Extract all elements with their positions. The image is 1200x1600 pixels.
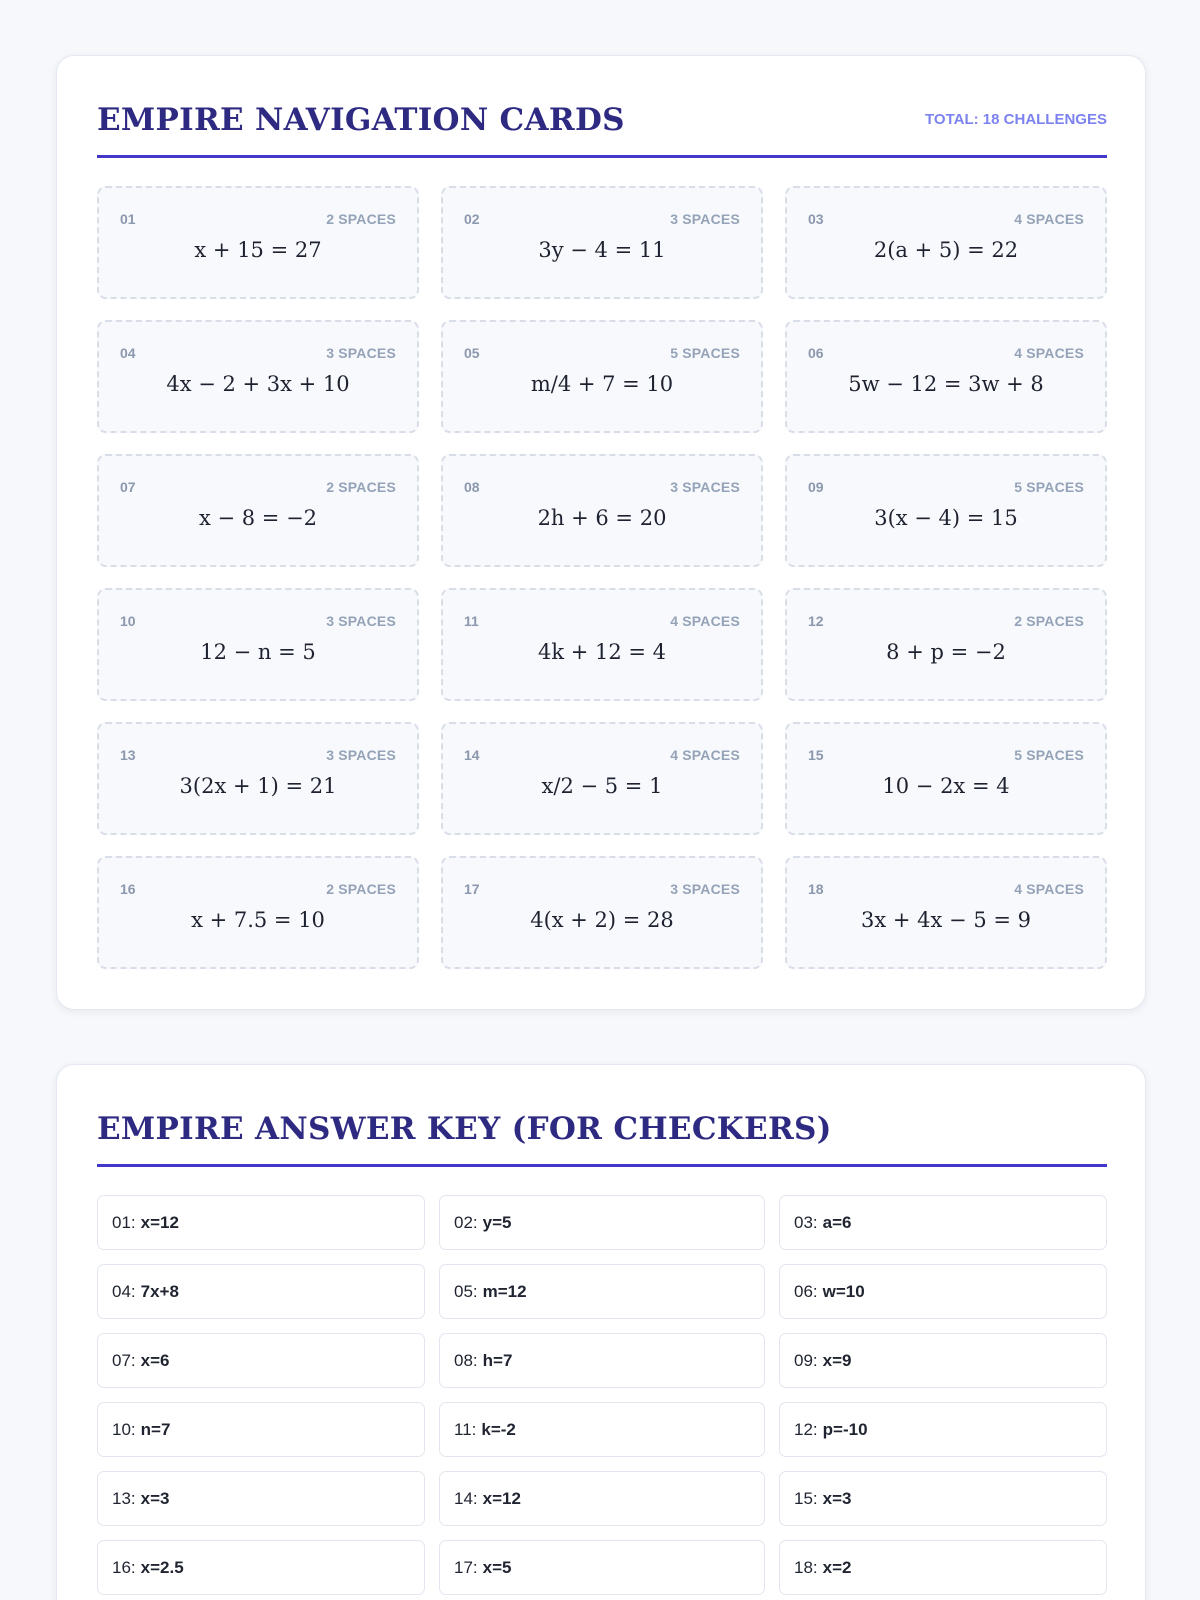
answer-key-item xyxy=(779,1195,1107,1250)
answer-key-item xyxy=(97,1471,425,1526)
card-equation: 2h + 6 = 20 xyxy=(537,506,667,530)
card-spaces: 4 SPACES xyxy=(670,747,740,763)
card-equation: 4(x + 2) = 28 xyxy=(530,908,674,932)
card-equation: x/2 − 5 = 1 xyxy=(541,774,663,798)
card-spaces: 5 SPACES xyxy=(670,345,740,361)
card-equation: x + 7.5 = 10 xyxy=(191,908,325,932)
card-number: 02 xyxy=(464,211,480,227)
challenge-card xyxy=(441,722,763,835)
answer-key-grid xyxy=(97,1195,1107,1595)
card-equation: 3(x − 4) = 15 xyxy=(874,506,1018,530)
answer-key-item xyxy=(779,1540,1107,1595)
card-equation: x + 15 = 27 xyxy=(194,238,322,262)
card-spaces: 3 SPACES xyxy=(326,345,396,361)
answer-key-number: 07: xyxy=(112,1350,136,1370)
challenge-card xyxy=(785,856,1107,969)
answer-key-value: x=12 xyxy=(140,1212,179,1232)
challenge-card xyxy=(785,320,1107,433)
card-equation: 2(a + 5) = 22 xyxy=(873,238,1019,262)
card-spaces: 2 SPACES xyxy=(326,881,396,897)
card-number: 10 xyxy=(120,613,136,629)
card-spaces: 4 SPACES xyxy=(670,613,740,629)
answer-key-panel xyxy=(56,1064,1146,1600)
answer-key-value: a=6 xyxy=(822,1212,852,1232)
answer-key-number: 17: xyxy=(454,1557,478,1577)
card-number: 13 xyxy=(120,747,136,763)
challenge-card xyxy=(97,856,419,969)
challenge-card xyxy=(785,186,1107,299)
answer-key-number: 06: xyxy=(794,1281,818,1301)
card-spaces: 2 SPACES xyxy=(326,211,396,227)
total-challenges-label: TOTAL: 18 CHALLENGES xyxy=(925,111,1107,128)
answer-key-item xyxy=(439,1402,765,1457)
answer-key-value: x=9 xyxy=(822,1350,852,1370)
card-equation: 3x + 4x − 5 = 9 xyxy=(861,908,1031,932)
challenge-card xyxy=(97,588,419,701)
answer-key-item xyxy=(779,1264,1107,1319)
card-number: 16 xyxy=(120,881,136,897)
challenge-card xyxy=(441,588,763,701)
card-spaces: 4 SPACES xyxy=(1014,881,1084,897)
answer-key-value: m=12 xyxy=(482,1281,527,1301)
answer-key-number: 10: xyxy=(112,1419,136,1439)
answer-key-number: 15: xyxy=(794,1488,818,1508)
challenge-card xyxy=(785,722,1107,835)
card-spaces: 4 SPACES xyxy=(1014,345,1084,361)
answer-key-item xyxy=(97,1540,425,1595)
challenge-card xyxy=(785,588,1107,701)
card-spaces: 3 SPACES xyxy=(326,613,396,629)
answer-key-number: 14: xyxy=(454,1488,478,1508)
card-number: 11 xyxy=(464,613,479,629)
challenge-card xyxy=(97,454,419,567)
challenge-card xyxy=(785,454,1107,567)
answer-key-item xyxy=(779,1402,1107,1457)
challenge-card xyxy=(441,454,763,567)
answer-key-item xyxy=(97,1402,425,1457)
answer-key-value: k=-2 xyxy=(481,1419,516,1439)
answer-key-number: 04: xyxy=(112,1281,136,1301)
answer-key-number: 09: xyxy=(794,1350,818,1370)
card-number: 18 xyxy=(808,881,824,897)
navigation-cards-header xyxy=(97,100,1107,158)
card-spaces: 3 SPACES xyxy=(670,479,740,495)
answer-key-item xyxy=(439,1195,765,1250)
answer-key-header xyxy=(97,1109,1107,1167)
answer-key-number: 12: xyxy=(794,1419,818,1439)
card-spaces: 5 SPACES xyxy=(1014,747,1084,763)
card-equation: 5w − 12 = 3w + 8 xyxy=(848,372,1044,396)
answer-key-item xyxy=(439,1333,765,1388)
card-number: 01 xyxy=(120,211,136,227)
answer-key-value: p=-10 xyxy=(822,1419,868,1439)
card-number: 08 xyxy=(464,479,480,495)
answer-key-value: w=10 xyxy=(822,1281,865,1301)
card-equation: 10 − 2x = 4 xyxy=(882,774,1010,798)
answer-key-item xyxy=(97,1333,425,1388)
challenge-card xyxy=(97,320,419,433)
answer-key-item xyxy=(439,1264,765,1319)
answer-key-item xyxy=(97,1195,425,1250)
card-spaces: 5 SPACES xyxy=(1014,479,1084,495)
challenge-card xyxy=(441,856,763,969)
card-spaces: 3 SPACES xyxy=(670,211,740,227)
card-equation: 8 + p = −2 xyxy=(886,640,1006,664)
card-equation: x − 8 = −2 xyxy=(198,506,318,530)
challenge-card xyxy=(441,186,763,299)
answer-key-number: 01: xyxy=(112,1212,136,1232)
answer-key-title: EMPIRE ANSWER KEY (FOR CHECKERS) xyxy=(97,1111,832,1147)
answer-key-value: h=7 xyxy=(482,1350,513,1370)
navigation-cards-title: EMPIRE NAVIGATION CARDS xyxy=(97,102,625,138)
card-number: 12 xyxy=(808,613,824,629)
answer-key-item xyxy=(439,1471,765,1526)
card-equation: m/4 + 7 = 10 xyxy=(530,372,674,396)
card-equation: 3y − 4 = 11 xyxy=(538,238,666,262)
challenge-card xyxy=(97,722,419,835)
answer-key-value: x=3 xyxy=(140,1488,170,1508)
answer-key-item xyxy=(779,1333,1107,1388)
card-spaces: 3 SPACES xyxy=(326,747,396,763)
challenge-card xyxy=(97,186,419,299)
answer-key-value: y=5 xyxy=(482,1212,512,1232)
answer-key-number: 13: xyxy=(112,1488,136,1508)
card-equation: 12 − n = 5 xyxy=(200,640,316,664)
card-number: 09 xyxy=(808,479,824,495)
card-number: 15 xyxy=(808,747,824,763)
answer-key-number: 03: xyxy=(794,1212,818,1232)
card-number: 05 xyxy=(464,345,480,361)
answer-key-value: n=7 xyxy=(140,1419,171,1439)
answer-key-value: 7x+8 xyxy=(140,1281,179,1301)
card-number: 06 xyxy=(808,345,824,361)
answer-key-number: 08: xyxy=(454,1350,478,1370)
answer-key-item xyxy=(97,1264,425,1319)
card-number: 07 xyxy=(120,479,136,495)
answer-key-value: x=12 xyxy=(482,1488,521,1508)
answer-key-number: 16: xyxy=(112,1557,136,1577)
challenge-card xyxy=(441,320,763,433)
answer-key-number: 05: xyxy=(454,1281,478,1301)
card-number: 17 xyxy=(464,881,480,897)
card-number: 03 xyxy=(808,211,824,227)
card-number: 14 xyxy=(464,747,480,763)
card-spaces: 2 SPACES xyxy=(326,479,396,495)
card-spaces: 4 SPACES xyxy=(1014,211,1084,227)
answer-key-number: 11: xyxy=(454,1419,477,1439)
navigation-cards-panel xyxy=(56,55,1146,1010)
answer-key-number: 02: xyxy=(454,1212,478,1232)
answer-key-item xyxy=(439,1540,765,1595)
answer-key-item xyxy=(779,1471,1107,1526)
card-spaces: 2 SPACES xyxy=(1014,613,1084,629)
answer-key-value: x=2.5 xyxy=(140,1557,184,1577)
answer-key-value: x=5 xyxy=(482,1557,512,1577)
card-number: 04 xyxy=(120,345,136,361)
card-equation: 3(2x + 1) = 21 xyxy=(179,774,337,798)
answer-key-value: x=3 xyxy=(822,1488,852,1508)
card-spaces: 3 SPACES xyxy=(670,881,740,897)
card-equation: 4x − 2 + 3x + 10 xyxy=(166,372,350,396)
card-equation: 4k + 12 = 4 xyxy=(537,640,667,664)
answer-key-value: x=6 xyxy=(140,1350,170,1370)
answer-key-number: 18: xyxy=(794,1557,818,1577)
answer-key-value: x=2 xyxy=(822,1557,852,1577)
card-grid xyxy=(97,186,1107,969)
